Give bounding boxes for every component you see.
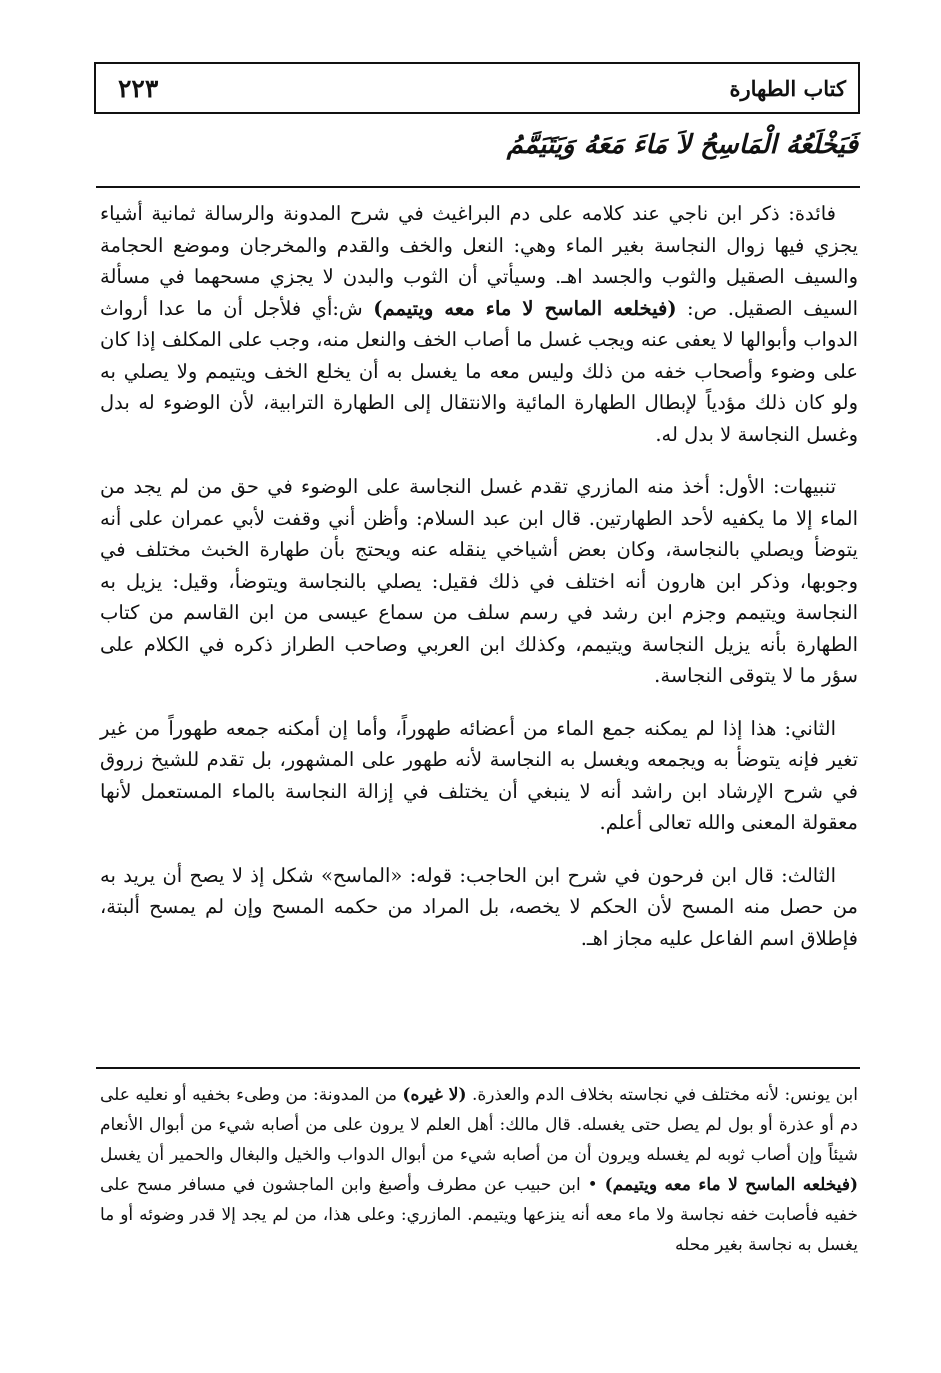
chapter-title: كتاب الطهارة [729, 75, 846, 101]
page-number: ٢٢٣ [118, 73, 159, 103]
matn-text: فَيَخْلَعُهُ الْمَاسِحُ لاَ مَاءَ مَعَهُ وَيَتَيَمَّمُ [506, 130, 858, 160]
footnote-section [100, 1080, 858, 1260]
paragraph-second: الثاني: هذا إذا لم يمكنه جمع الماء من أعضائه طهوراً، وأما إن أمكنه جمعه طهوراً من غير تغير فإنه يتوضأ به ويجمعه ويغسل به النجاسة لأنه طهور على المشهور، بل تقدم للشيخ زروق في شرح الإرشاد ابن راشد أنه لا ينبغي أن يختلف في إزالة النجاسة بالماء المستعمل لأنها معقولة المعنى والله تعالى أعلم. [100, 716, 858, 834]
paragraph-faida: فائدة: ذكر ابن ناجي عند كلامه على دم البراغيث في شرح المدونة والرسالة ثمانية أشياء يجزي فيها زوال النجاسة بغير الماء وهي: النعل والخف والقدم والمخرجان وموضع الحجامة والسيف الصقيل والثوب والجسد اهـ. وسيأتي أن الثوب والبدن لا يجزي مسحهما في مسألة السيف الصقيل. ص: (فيخلعه الماسح لا ماء معه ويتيمم) ش:أي فلأجل أن ما عدا أرواث الدواب وأبوالها لا يعفى عنه ويجب غسل ما أصاب الخف والنعل منه، وجب على المكلف إذا كان على وضوء وأصحاب خفه من ذلك وليس معه ما يغسل به أن يخلع الخف ويتيمم ولا يصلي به ولو كان ذلك مؤدياً لإبطال الطهارة المائية والانتقال إلى الطهارة الترابية، لأن الوضوء له بدل وغسل النجاسة لا بدل له. [100, 202, 858, 446]
footnote-divider [96, 1067, 860, 1069]
paragraph-tanbihat-first: تنبيهات: الأول: أخذ منه المازري تقدم غسل النجاسة على الوضوء في حق من لم يجد من الماء إلا ما يكفيه لأحد الطهارتين. قال ابن عبد السلام: وأظن أني وقفت لأبي عمران على أنه يتوضأ ويصلي بالنجاسة، وكان بعض أشياخي ينقله عنه ويحتج بأن طهارة الخبث مختلف في وجوبها، وذكر ابن هارون أنه اختلف في ذلك فقيل: يصلي بالنجاسة ويتوضأ، وقيل: يزيل به النجاسة ويتيمم وجزم ابن رشد في رسم سلف من سماع عيسى من ابن القاسم من كتاب الطهارة بأنه يزيل النجاسة ويتيمم، وكذلك ابن العربي وصاحب الطراز ذكره في الكلام على سؤر ما لا يتوقى النجاسة. [100, 475, 858, 687]
quoted-matn: (فيخلعه الماسح لا ماء معه ويتيمم) [373, 296, 677, 320]
top-divider [96, 186, 860, 188]
commentary-body [100, 198, 858, 975]
footnote-text: ابن يونس: لأنه مختلف في نجاسته بخلاف الدم والعذرة. (لا غيره) من المدونة: من وطىء بخفيه أو نعليه على دم أو عذرة أو بول لم يصل حتى يغسله. قال مالك: أهل العلم لا يرون على من أصابه شيء من أبوال الأنعام شيئاً وإن أصاب ثوبه لم يغسله ويرون أن من أصابه شيء من أبوال الدواب والخيل والبغال والحمير أن يغسل (فيخلعه الماسح لا ماء معه ويتيمم) • ابن حبيب عن مطرف وأصبغ وابن الماجشون في مسافر مسح على خفيه فأصابت خفه نجاسة ولا ماء معه أنه ينزعها ويتيمم. المازري: وعلى هذا، من لم يجد إلا قدر وضوئه أو ما يغسل به نجاسة بغير محله [100, 1085, 858, 1255]
footnote-bold-1: (لا غيره) [402, 1085, 467, 1105]
running-header [94, 62, 860, 114]
footnote-bold-2: (فيخلعه الماسح لا ماء معه ويتيمم) [604, 1175, 858, 1195]
paragraph-third: الثالث: قال ابن فرحون في شرح ابن الحاجب: قوله: «الماسح» شكل إذ لا يصح أن يريد به من حصل منه المسح لأن الحكم لا يخصه، بل المراد من حكمه المسح وإن لم يمسح ألبتة، فإطلاق اسم الفاعل عليه مجاز اهـ. [100, 863, 858, 950]
